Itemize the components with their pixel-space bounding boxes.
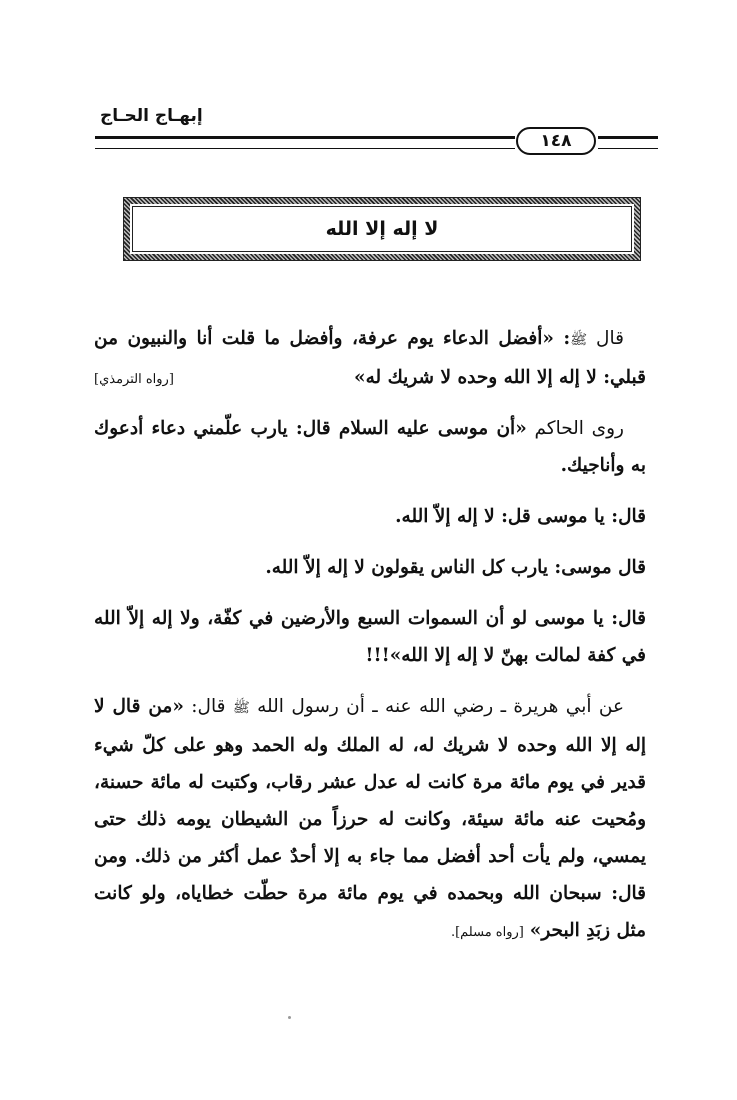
paragraph-dialogue-3: قال: يا موسى لو أن السموات السبع والأرضين في كفّة، ولا إله إلاّ الله في كفة لمالت بهنّ لا إله إلا الله»!!! xyxy=(94,608,646,666)
header-rule-left xyxy=(95,136,515,149)
hadith-quote: «أن موسى عليه السلام قال: يارب علّمني دعاء أدعوك به وأناجيك. xyxy=(94,418,646,476)
hadith-quote: : «أفضل الدعاء يوم عرفة، وأفضل ما قلت أنا والنبيون من قبلي: لا إله إلا الله وحده لا شريك له» xyxy=(94,328,646,388)
paragraph-abu-hurairah xyxy=(94,688,646,951)
paragraph-intro: عن أبي هريرة ـ رضي الله عنه ـ أن رسول الله xyxy=(249,696,624,717)
running-title: إبهـاج الحـاج xyxy=(100,106,203,126)
body-text xyxy=(94,320,646,965)
hadith-quote: «من قال لا إله إلا الله وحده لا شريك له، له الملك وله الحمد وهو على كلّ شيء قدير في يوم مائة مرة كانت له عدل عشر رقاب، وكتبت له مائة حسنة، ومُحيت عنه مائة سيئة، وكانت له حرزاً من الشيطان يومه ذلك حتى يمسي، ولم يأت أحد أفضل مما جاء به إلا أحدٌ عمل أكثر من ذلك. ومن قال: سبحان الله وبحمده في يوم مائة مرة حطّت خطاياه، ولو كانت مثل زبَدِ البحر» xyxy=(94,696,646,941)
header-rule-right xyxy=(598,136,658,149)
page-speck xyxy=(288,1016,291,1019)
paragraph-intro: روى الحاكم xyxy=(526,418,624,439)
paragraph-dialogue-2: قال موسى: يارب كل الناس يقولون لا إله إلاّ الله. xyxy=(265,557,646,578)
paragraph-dialogue-1: قال: يا موسى قل: لا إله إلاّ الله. xyxy=(395,506,646,527)
honorific-symbol: ﷺ xyxy=(570,332,588,348)
section-title: لا إله إلا الله xyxy=(325,218,439,240)
honorific-symbol: ﷺ xyxy=(232,700,250,716)
source-citation: [رواه الترمذي] xyxy=(94,372,174,387)
paragraph-hadith-arafah xyxy=(94,320,646,396)
paragraph-hakim-narration xyxy=(94,410,646,484)
section-title-inner xyxy=(132,206,632,252)
paragraph-intro: قال xyxy=(587,328,624,349)
paragraph-intro-2: قال: xyxy=(183,696,233,717)
source-citation: [رواه مسلم]. xyxy=(450,925,524,940)
section-title-frame xyxy=(124,198,640,260)
page-number: ١٤٨ xyxy=(516,127,596,155)
